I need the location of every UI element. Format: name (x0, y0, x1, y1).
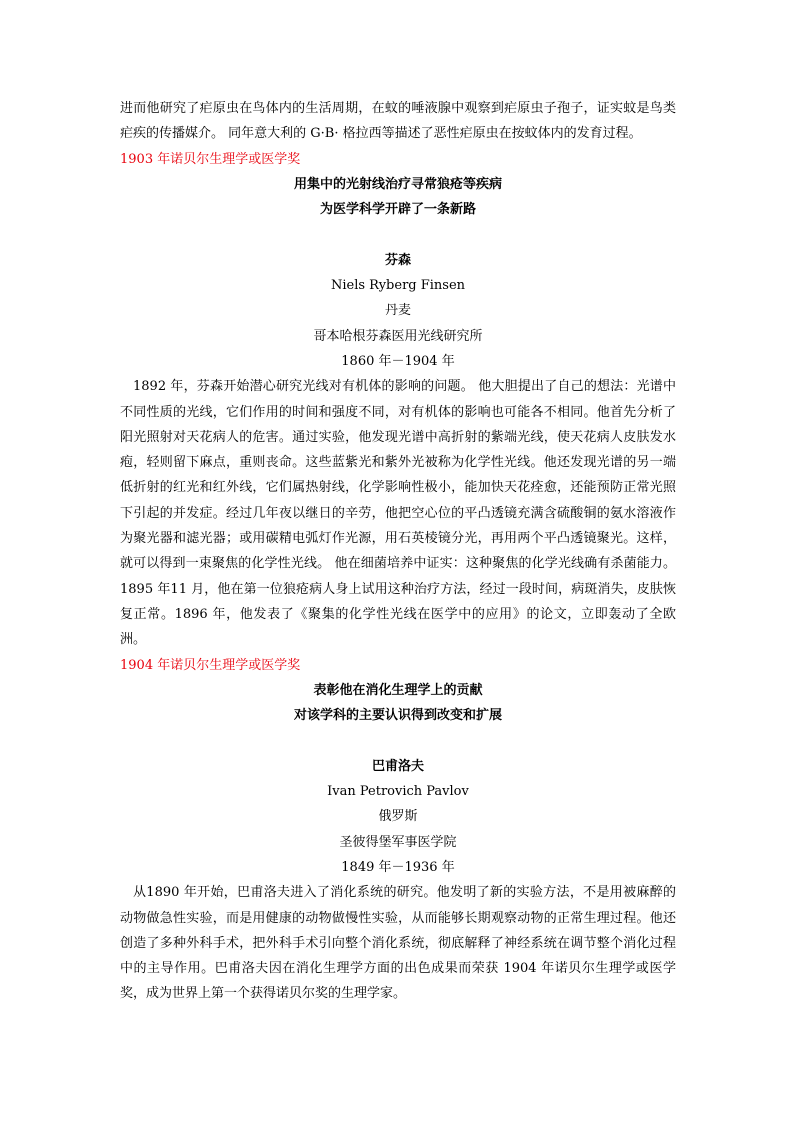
laureate-lifespan-1904: 1849 年－1936 年 (341, 859, 455, 875)
laureate-name-cn-1903: 芬森 (384, 252, 411, 268)
spacer (120, 222, 676, 247)
laureate-name-cn-1904: 巴甫洛夫 (371, 758, 424, 774)
laureate-country-1904: 俄罗斯 (378, 809, 418, 825)
headline-1903-line2: 为医学科学开辟了一条新路 (319, 202, 476, 218)
headline-1903-line1: 用集中的光射线治疗寻常狼疮等疾病 (293, 176, 502, 192)
award-title-1903: 1903 年诺贝尔生理学或医学奖 (120, 151, 301, 167)
laureate-institution-1904: 圣彼得堡军事医学院 (339, 834, 457, 850)
laureate-lifespan-1903: 1860 年－1904 年 (341, 353, 455, 369)
intro-paragraph: 进而他研究了疟原虫在鸟体内的生活周期，在蚊的唾液腺中观察到疟原虫子孢子，证实蚊是鸟类疟疾的传播媒介。 同年意大利的 G·B· 格拉西等描述了恶性疟原虫在按蚊体内的发育过程。 (120, 101, 676, 142)
award-title-1904: 1904 年诺贝尔生理学或医学奖 (120, 657, 301, 673)
laureate-institution-1903: 哥本哈根芬森医用光线研究所 (313, 328, 483, 344)
headline-1904-line2: 对该学科的主要认识得到改变和扩展 (293, 708, 502, 724)
document-page (120, 96, 676, 1007)
body-paragraph-1904: 从1890 年开始，巴甫洛夫进入了消化系统的研究。他发明了新的实验方法，不是用被麻醉的动物做急性实验，而是用健康的动物做慢性实验，从而能够长期观察动物的正常生理过程。他还创造了多种外科手术，把外科手术引向整个消化系统，彻底解释了神经系统在调节整个消化过程中的主导作用。巴甫洛夫因在消化生理学方面的出色成果而荣获 1904 年诺贝尔生理学或医学奖，成为世界上第一个获得诺贝尔奖的生理学家。 (120, 885, 676, 1002)
headline-1904-line1: 表彰他在消化生理学上的贡献 (313, 682, 483, 698)
laureate-name-en-1903: Niels Ryberg Finsen (330, 278, 466, 294)
laureate-country-1903: 丹麦 (384, 303, 411, 319)
laureate-name-en-1904: Ivan Petrovich Pavlov (327, 784, 469, 800)
spacer (120, 728, 676, 753)
body-paragraph-1903: 1892 年，芬森开始潜心研究光线对有机体的影响的问题。 他大胆提出了自己的想法：光谱中不同性质的光线，它们作用的时间和强度不同，对有机体的影响也可能各不相同。他首先分析了阳光照射对天花病人的危害。通过实验，他发现光谱中高折射的紫端光线，使天花病人皮肤发水疱，轻则留下麻点，重则丧命。这些蓝紫光和紫外光被称为化学性光线。他还发现光谱的另一端低折射的红光和红外线，它们属热射线，化学影响性极小，能加快天花痊愈，还能预防正常光照下引起的并发症。经过几年夜以继日的辛劳，他把空心位的平凸透镜充满含硫酸铜的氨水溶液作为聚光器和滤光器；或用碳精电弧灯作光源，用石英棱镜分光，再用两个平凸透镜聚光。这样，就可以得到一束聚焦的化学性光线。 他在细菌培养中证实：这种聚焦的化学光线确有杀菌能力。 1895 年11 月，他在第一位狼疮病人身上试用这种治疗方法，经过一段时间，病斑消失，皮肤恢复正常。1896 年，他发表了《聚集的化学性光线在医学中的应用》的论文，立即轰动了全欧洲。 (120, 379, 676, 648)
